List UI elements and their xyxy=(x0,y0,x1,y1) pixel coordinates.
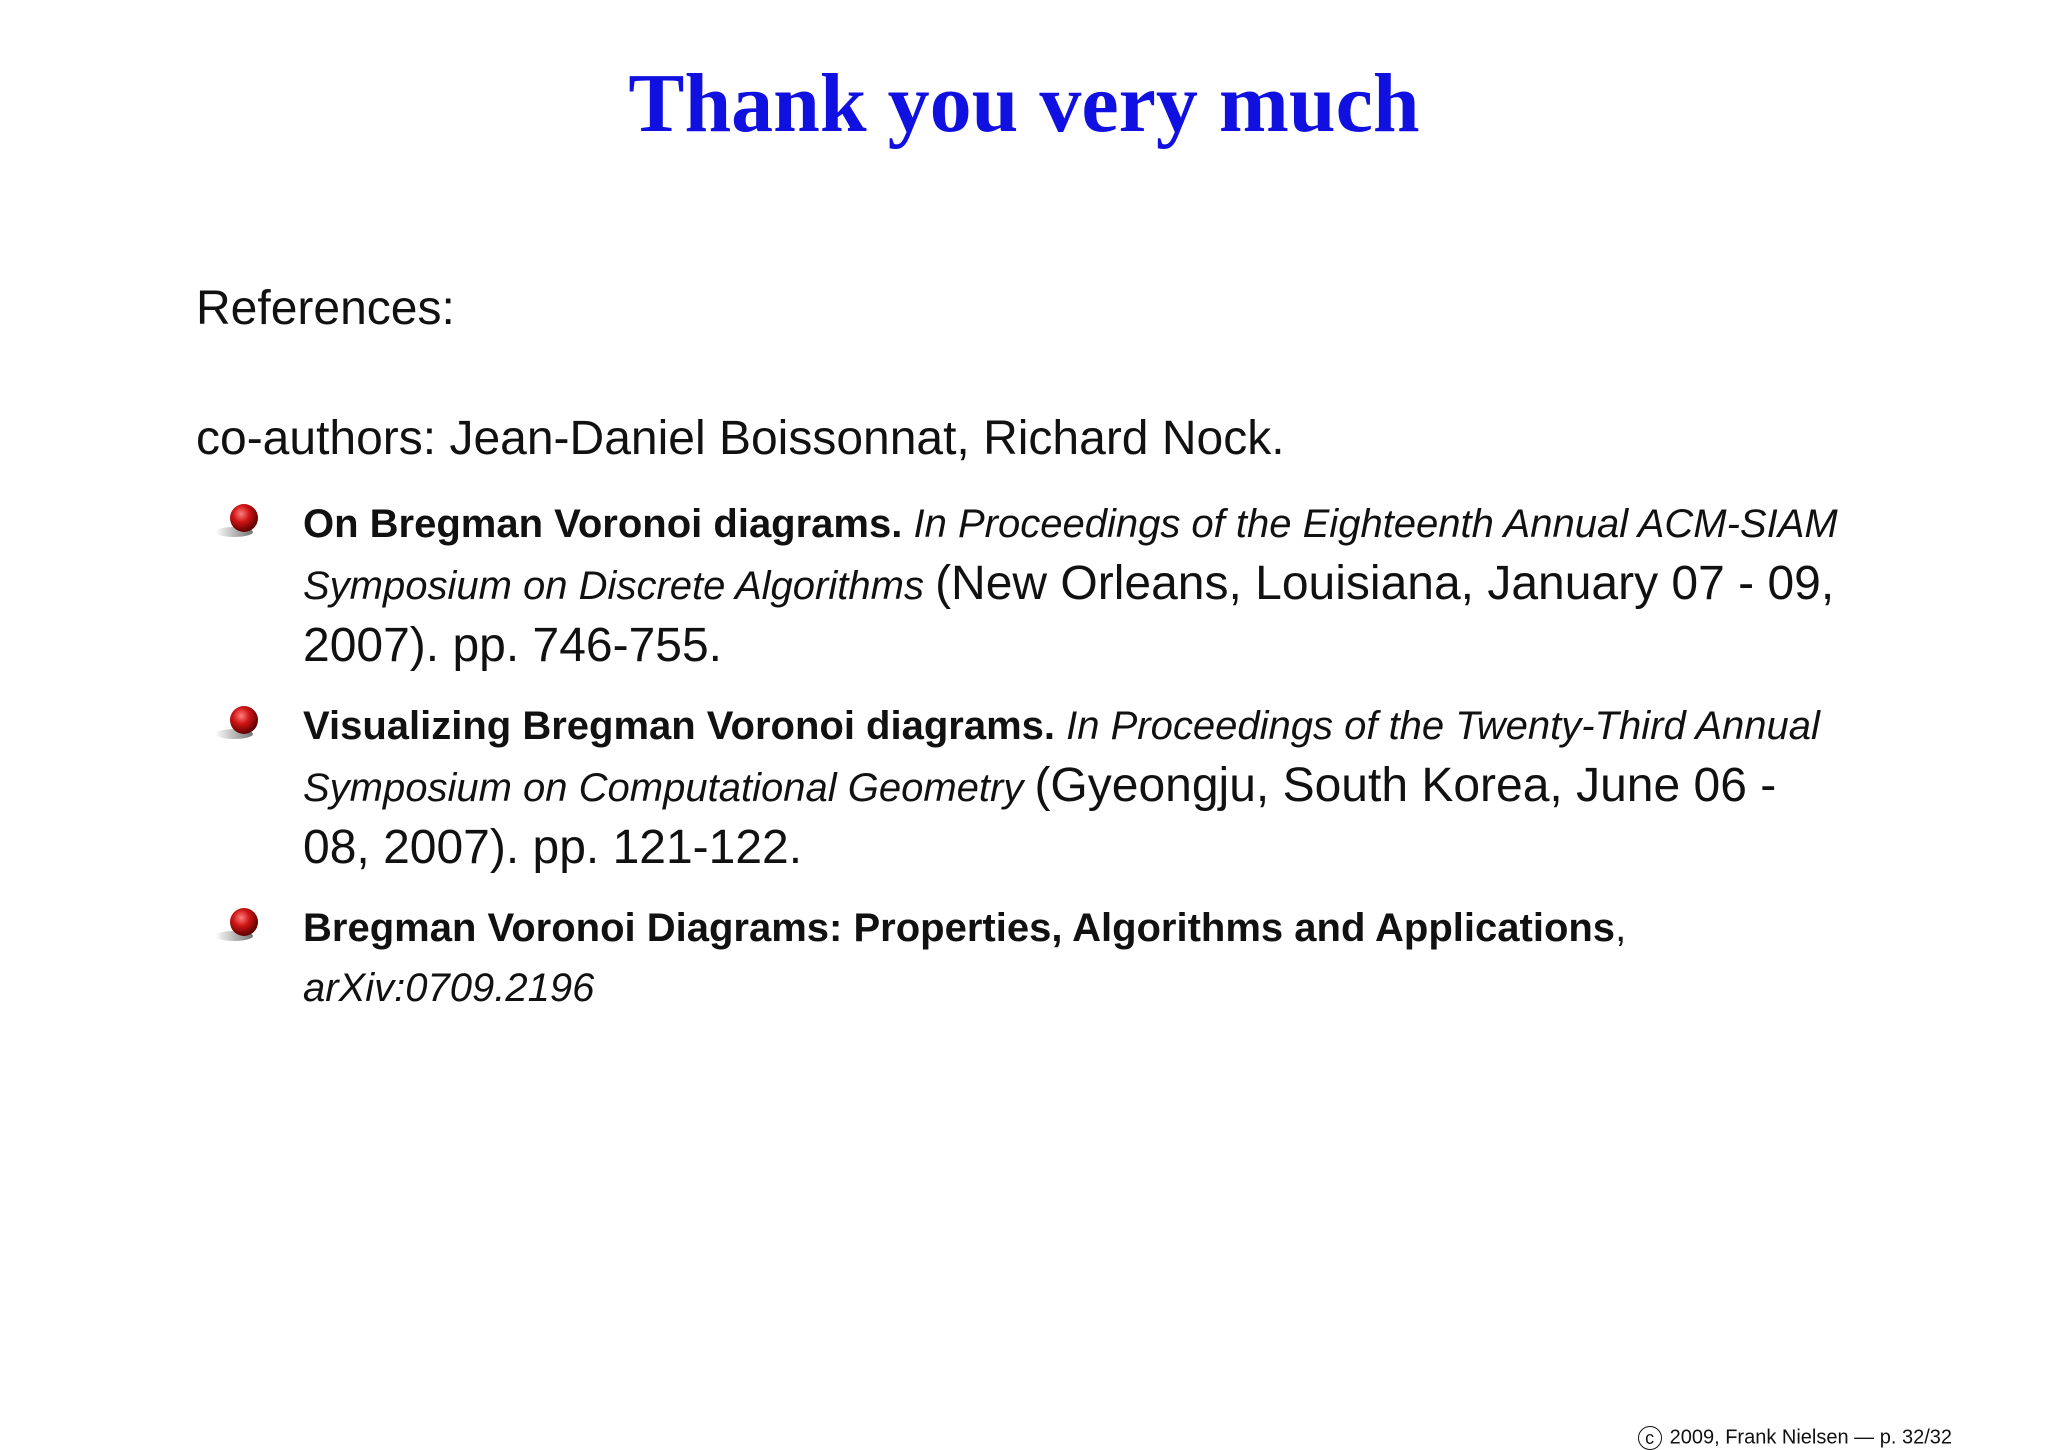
reference-title: Bregman Voronoi Diagrams: Properties, Algorithms and Applications xyxy=(303,906,1616,950)
slide-footer xyxy=(1638,1426,1952,1450)
reference-venue: In Proceedings of the Eighteenth Annual ACM-SIAM Symposium on Discrete Algorithms xyxy=(303,502,1838,608)
reference-item xyxy=(0,898,2048,1018)
red-sphere-bullet-icon xyxy=(214,906,264,946)
footer-text: 2009, Frank Nielsen — p. 32/32 xyxy=(1669,1426,1952,1449)
reference-details: (New Orleans, Louisiana, January 07 - 09, 2007). pp. 746-755. xyxy=(303,557,1835,672)
copyright-icon: c xyxy=(1638,1426,1662,1450)
reference-title: Visualizing Bregman Voronoi diagrams. xyxy=(303,704,1056,748)
reference-venue: In Proceedings of the Twenty-Third Annual Symposium on Computational Geometry xyxy=(303,704,1820,810)
reference-venue: arXiv:0709.2196 xyxy=(303,966,595,1010)
reference-separator: , xyxy=(1615,906,1627,950)
slide-title: Thank you very much xyxy=(628,57,1420,150)
red-sphere-bullet-icon xyxy=(214,502,264,542)
references-label: References: xyxy=(196,282,455,335)
red-sphere-bullet-icon xyxy=(214,704,264,744)
reference-item xyxy=(0,494,2048,678)
reference-list xyxy=(0,494,2048,1036)
reference-title: On Bregman Voronoi diagrams. xyxy=(303,502,903,546)
reference-item xyxy=(0,696,2048,880)
reference-details: (Gyeongju, South Korea, June 06 - 08, 2007). pp. 121-122. xyxy=(303,759,1777,874)
coauthors-line: co-authors: Jean-Daniel Boissonnat, Richard Nock. xyxy=(196,412,1285,465)
